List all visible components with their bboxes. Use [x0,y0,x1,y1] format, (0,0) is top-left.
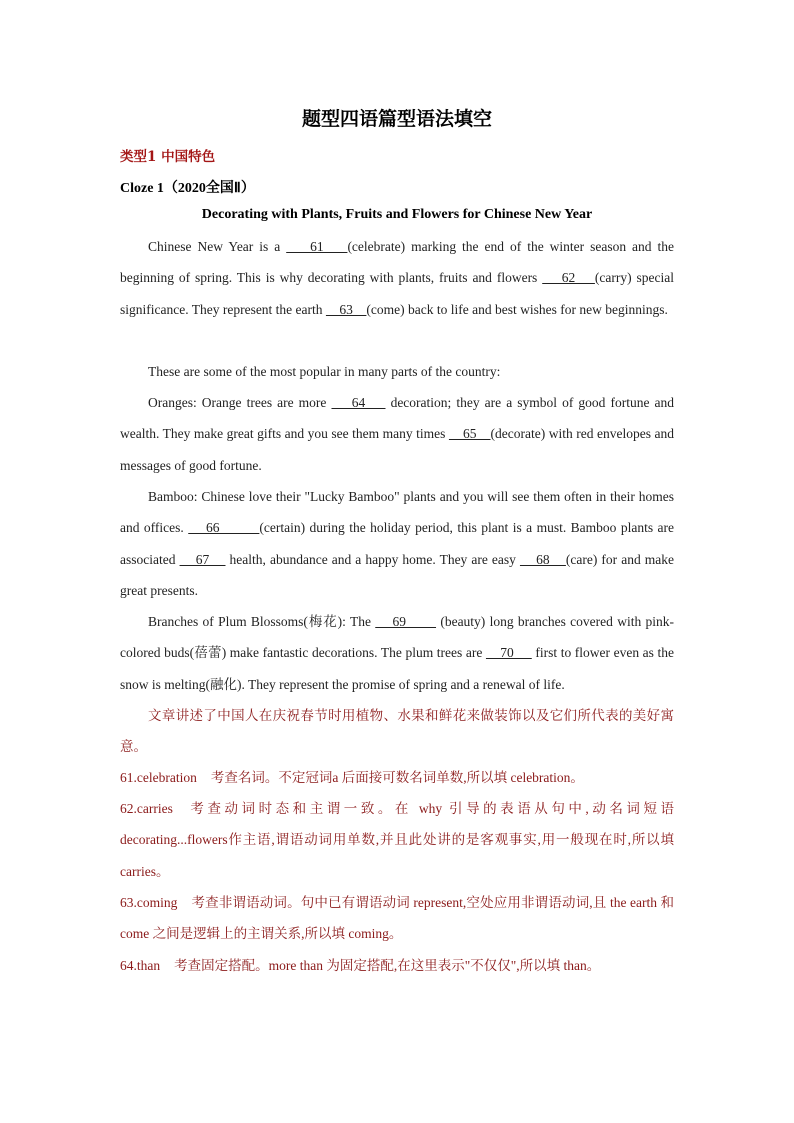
blank-64: 64 [331,395,386,410]
answer-key: 63.coming [120,895,178,910]
blank-61: 61 [286,239,348,254]
answer-64 [120,950,674,981]
text: health, abundance and a happy home. They are easy [225,551,520,567]
answer-61 [120,762,674,793]
text: (certain) during the holiday period, this plant is a must. Bamboo plants are associated [120,520,675,567]
page-title: 题型四语篇型语法填空 [301,108,492,130]
paragraph-intro [120,231,674,325]
text: (decorate) with red envelopes and messages of good fortune. [120,426,674,473]
paragraph-bamboo [120,481,674,606]
text: (beauty) long branches covered with pink-colored buds(蓓蕾) make fantastic decorations. The plum trees are [120,614,674,661]
type-heading: 类型1 中国特色 [120,149,216,165]
answer-note: 考查固定搭配。more than 为固定搭配,在这里表示"不仅仅",所以填 than。 [174,958,601,973]
answer-62 [120,793,674,887]
text: Bamboo: Chinese love their "Lucky Bamboo" plants and you will see them often in their homes and offices. [120,489,674,536]
paragraph-plum-blossoms [120,606,674,700]
text: (care) for and make great presents. [120,551,675,598]
text: Chinese New Year is a [148,239,287,254]
text: (come) back to life and best wishes for new beginnings. [366,301,668,317]
blank-67: 67 [179,551,226,567]
blank-65: 65 [448,426,491,442]
text: (carry) special significance. They represent the earth [120,270,675,317]
text: Branches of Plum Blossoms(梅花): The [148,614,376,629]
paragraph-list-intro: These are some of the most popular in many parts of the country: [148,364,501,379]
text: Oranges: Orange trees are more [148,395,332,410]
blank-66: 66 [188,520,260,536]
answer-note: 考查非谓语动词。句中已有谓语动词 represent,空处应用非谓语动词,且 the earth 和 come 之间是逻辑上的主谓关系,所以填 coming。 [120,895,674,942]
answer-key: 64.than [120,958,161,973]
answer-63 [120,887,674,950]
blank-63: 63 [325,301,367,317]
answer-key: 62.carries [120,801,173,816]
blank-68: 68 [519,551,566,567]
answer-summary: 文章讲述了中国人在庆祝春节时用植物、水果和鲜花来做装饰以及它们所代表的美好寓意。 [120,708,674,755]
blank-69: 69 [375,614,437,629]
answer-note: 考查动词时态和主谓一致。在 why 引导的表语从句中,动名词短语 decorating...flowers作主语,谓语动词用单数,并且此处讲的是客观事实,用一般现在时,所以填 carries。 [120,801,674,879]
text: (celebrate) marking the end of the winter season and the beginning of spring. This is why decorating with plants, fruits and flowers [120,239,675,286]
cloze-heading: Cloze 1（2020全国Ⅱ） [120,181,255,196]
text: first to flower even as the snow is melting(融化). They represent the promise of spring and a renewal of life. [120,645,675,692]
text: decoration; they are a symbol of good fortune and wealth. They make great gifts and you see them many times [120,395,674,442]
blank-70: 70 [485,645,532,661]
passage-title: Decorating with Plants, Fruits and Flowers for Chinese New Year [201,207,593,222]
blank-62: 62 [542,270,595,286]
answer-key: 61.celebration [120,770,197,785]
paragraph-oranges [120,387,674,481]
answer-note: 考查名词。不定冠词a 后面接可数名词单数,所以填 celebration。 [210,770,584,785]
